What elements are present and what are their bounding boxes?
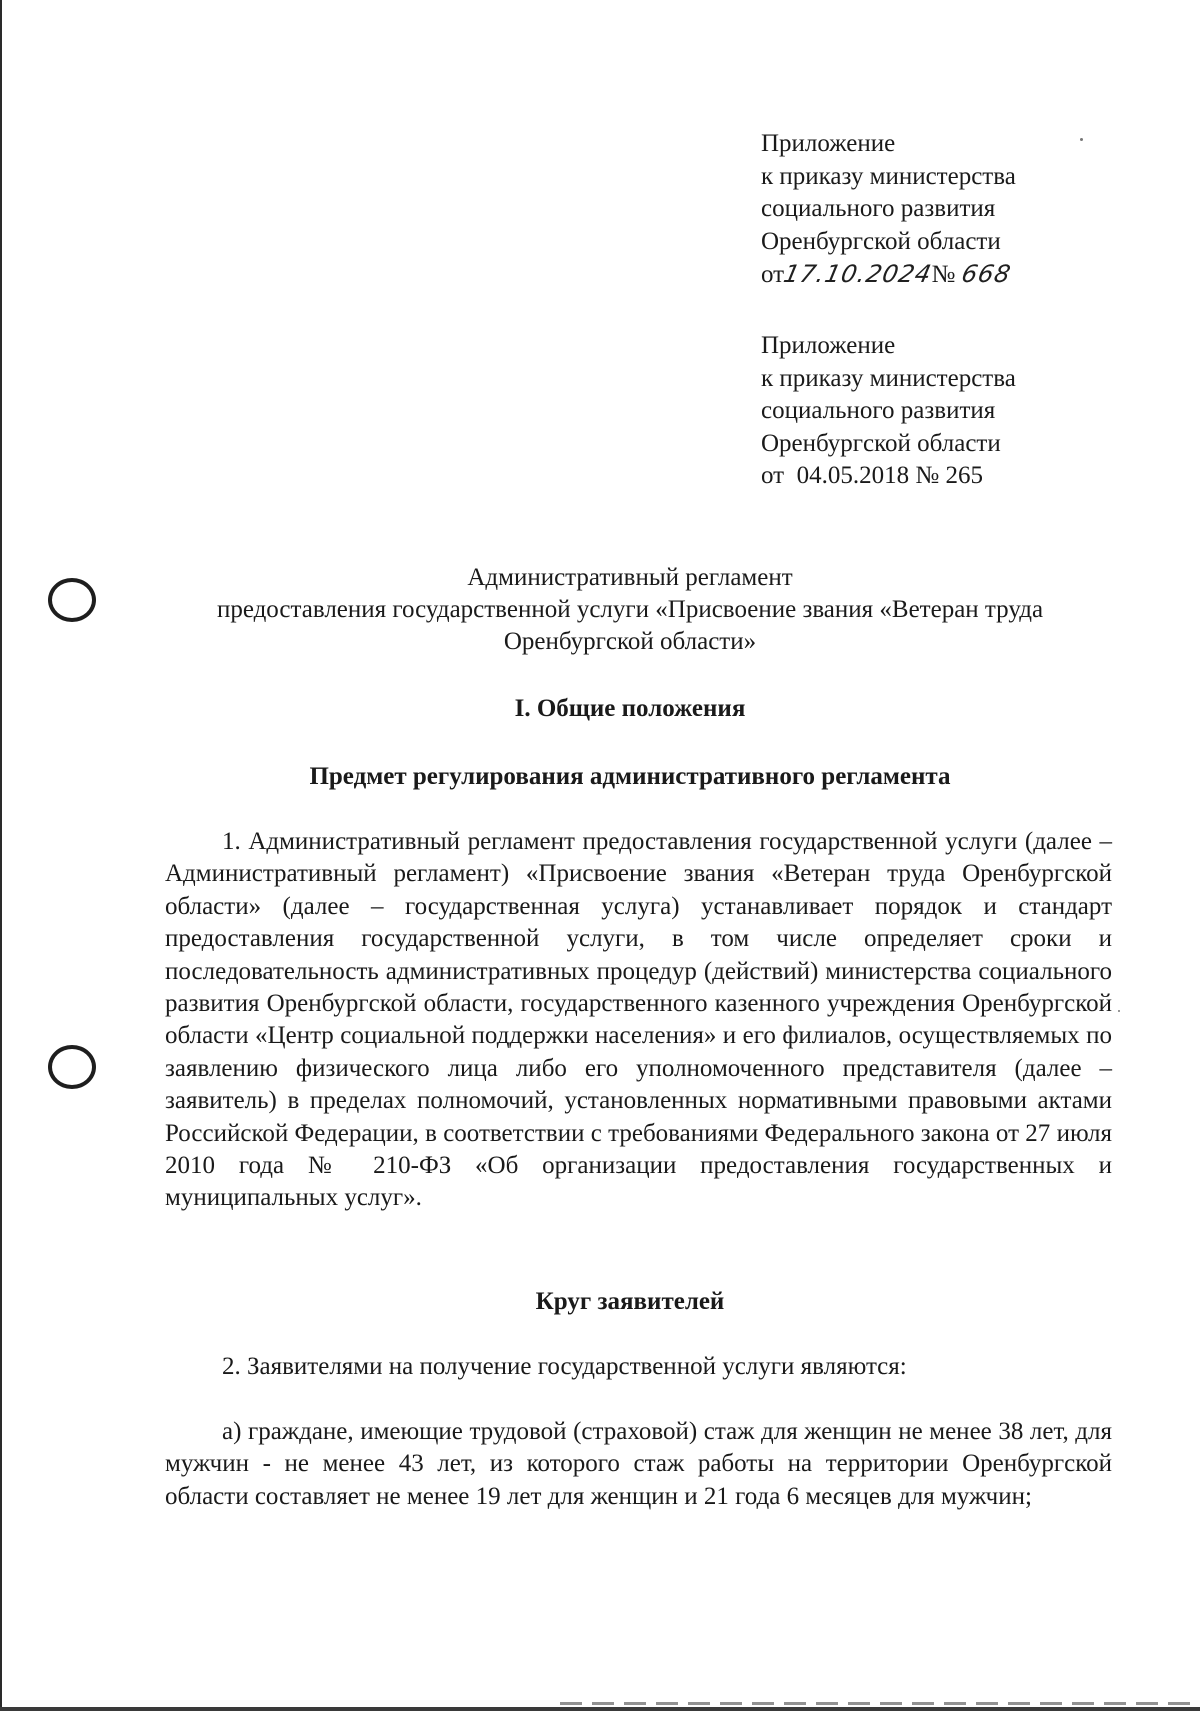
- document-title-line1: Административный регламент: [467, 564, 793, 591]
- appendix-original-line3: Оренбургской области: [761, 429, 1001, 457]
- scan-left-edge: [0, 0, 2, 1711]
- date-prefix: от: [761, 261, 785, 288]
- number-label: №: [931, 261, 956, 288]
- scan-bottom-edge: [0, 1707, 1200, 1711]
- handwritten-number: 668: [958, 260, 1014, 288]
- paragraph-1: 1. Административный регламент предоставления государственной услуги (далее – Административный регламент) «Присвоение звания «Ветеран труда Оренбургской области» (далее – государственная услуга) устанавливает порядок и стандарт предоставления государственной услуги, в том числе определяет сроки и последовательность административных процедур (действий) министерства социального развития Оренбургской области, государственного казенного учреждения Оренбургской области «Центр социальной поддержки населения» и его филиалов, осуществляемых по заявлению физического лица либо его уполномоченного представителя (далее – заявитель) в пределах полномочий, установленных нормативными правовыми актами Российской Федерации, в соответствии с требованиями Федерального закона от 27 июля 2010 года № 210-ФЗ «Об организации предоставления государственных и муниципальных услуг».: [165, 828, 1112, 1212]
- subheading-subject: Предмет регулирования административного регламента: [309, 763, 951, 790]
- subheading-applicants: Круг заявителей: [535, 1288, 725, 1315]
- appendix-original-title: Приложение: [761, 332, 896, 359]
- appendix-current-line1: к приказу министерства: [761, 162, 1016, 190]
- punch-hole-icon: [48, 1045, 96, 1089]
- appendix-original-line1: к приказу министерства: [761, 364, 1016, 392]
- section-heading: I. Общие положения: [514, 695, 746, 722]
- handwritten-date: 17.10.2024: [781, 260, 935, 288]
- paragraph-2: 2. Заявителями на получение государственной услуги являются:: [222, 1353, 907, 1380]
- appendix-current-title: Приложение: [761, 130, 896, 157]
- scan-speck: [1080, 138, 1083, 141]
- appendix-current-block: [761, 128, 1016, 292]
- paragraph-2a: а) граждане, имеющие трудовой (страховой) стаж для женщин не менее 38 лет, для мужчин - не менее 43 лет, из которого стаж работы на территории Оренбургской области составляет не менее 19 лет для женщин и 21 года 6 месяцев для мужчин;: [165, 1418, 1112, 1510]
- appendix-original-line2: социального развития: [761, 397, 996, 424]
- appendix-original-date-line: от 04.05.2018 № 265: [761, 462, 983, 489]
- appendix-current-date-line: [761, 258, 1016, 292]
- document-title-line3: Оренбургской области»: [503, 628, 757, 655]
- appendix-original-block: [761, 330, 1016, 493]
- appendix-current-line2: социального развития: [761, 195, 996, 222]
- punch-hole-icon: [48, 578, 96, 622]
- document-title: [140, 562, 1120, 658]
- scan-speck: [1118, 1010, 1120, 1012]
- scan-bottom-artifact: [560, 1702, 1200, 1705]
- document-title-line2: предоставления государственной услуги «Присвоение звания «Ветеран труда: [216, 596, 1044, 623]
- appendix-current-line3: Оренбургской области: [761, 227, 1001, 255]
